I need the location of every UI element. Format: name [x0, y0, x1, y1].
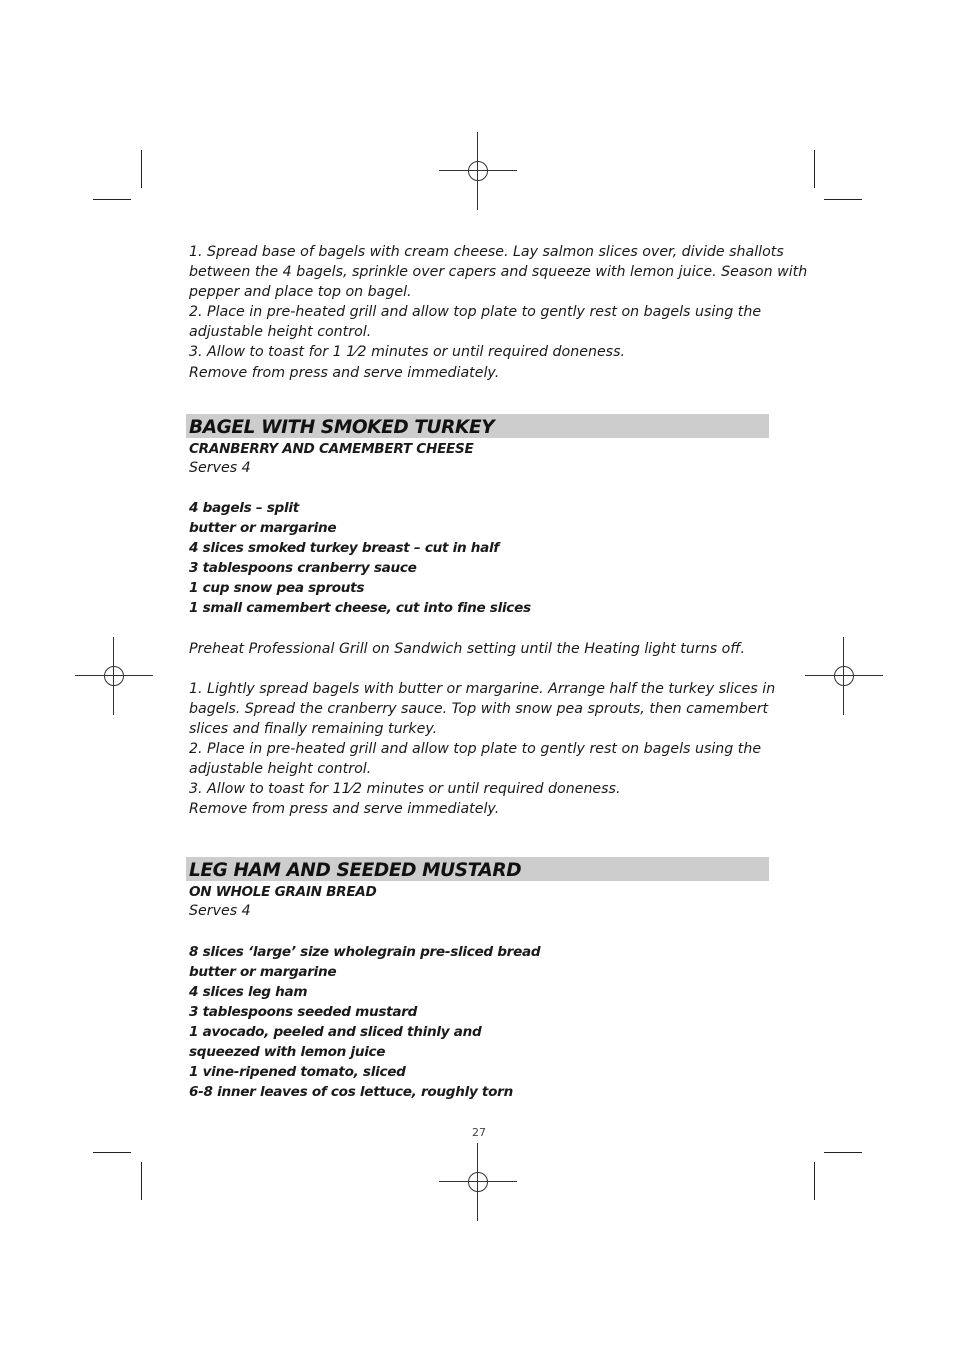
- ingredient-item: butter or margarine: [189, 519, 337, 536]
- method-line: pepper and place top on bagel.: [189, 284, 412, 301]
- crop-mark: [93, 199, 131, 200]
- method-line: slices and finally remaining turkey.: [189, 720, 438, 737]
- preheat-instruction: Preheat Professional Grill on Sandwich setting until the Heating light turns off.: [189, 640, 746, 657]
- recipe-subtitle: CRANBERRY AND CAMEMBERT CHEESE: [189, 440, 474, 457]
- method-line: adjustable height control.: [189, 761, 372, 778]
- ingredient-item: 3 tablespoons seeded mustard: [189, 1003, 418, 1020]
- method-line: 1. Spread base of bagels with cream cheese. Lay salmon slices over, divide shallots: [189, 244, 784, 260]
- method-line: between the 4 bagels, sprinkle over capers and squeeze with lemon juice. Season with: [189, 264, 808, 281]
- ingredient-item: 4 slices leg ham: [189, 983, 308, 1000]
- registration-mark-top: [439, 132, 517, 210]
- recipe-title: BAGEL WITH SMOKED TURKEY: [186, 414, 769, 438]
- ingredients-list: [189, 498, 769, 619]
- method-line: 3. Allow to toast for 11⁄2 minutes or until required doneness.: [189, 781, 621, 798]
- page-number: 27: [472, 1126, 486, 1139]
- method-line: 2. Place in pre-heated grill and allow top plate to gently rest on bagels using the: [189, 304, 762, 321]
- ingredient-item: butter or margarine: [189, 963, 337, 980]
- ingredient-item: 8 slices ‘large’ size wholegrain pre-sliced bread: [189, 943, 541, 960]
- ingredient-item: 1 cup snow pea sprouts: [189, 580, 365, 597]
- ingredient-item: 4 slices smoked turkey breast – cut in half: [189, 540, 500, 557]
- crop-mark: [814, 1162, 815, 1200]
- intro-method: [189, 242, 808, 383]
- ingredient-item: 6-8 inner leaves of cos lettuce, roughly torn: [189, 1084, 513, 1101]
- method-line: adjustable height control.: [189, 324, 372, 341]
- registration-mark-bottom: [439, 1143, 517, 1221]
- method-line: 3. Allow to toast for 1 1⁄2 minutes or until required doneness.: [189, 344, 625, 361]
- crop-mark: [93, 1152, 131, 1153]
- ingredient-item: 4 bagels – split: [189, 499, 299, 516]
- ingredient-item: 3 tablespoons cranberry sauce: [189, 560, 417, 577]
- crop-mark: [141, 1162, 142, 1200]
- ingredient-item: 1 small camembert cheese, cut into fine slices: [189, 600, 531, 617]
- method-line: Remove from press and serve immediately.: [189, 364, 500, 381]
- page-content: [189, 242, 808, 1102]
- ingredient-item: 1 vine-ripened tomato, sliced: [189, 1064, 406, 1081]
- ingredient-item: 1 avocado, peeled and sliced thinly and: [189, 1023, 482, 1040]
- method-line: 2. Place in pre-heated grill and allow top plate to gently rest on bagels using the: [189, 740, 762, 757]
- serves-label: Serves 4: [189, 903, 251, 920]
- recipe-title: LEG HAM AND SEEDED MUSTARD: [186, 857, 769, 881]
- method-line: bagels. Spread the cranberry sauce. Top with snow pea sprouts, then camembert: [189, 700, 769, 717]
- method-line: 1. Lightly spread bagels with butter or margarine. Arrange half the turkey slices in: [189, 680, 776, 697]
- registration-mark-right: [805, 637, 883, 715]
- registration-mark-left: [75, 637, 153, 715]
- recipe-method: [189, 679, 776, 820]
- crop-mark: [814, 150, 815, 188]
- serves-label: Serves 4: [189, 459, 251, 476]
- ingredient-item: squeezed with lemon juice: [189, 1044, 386, 1060]
- crop-mark: [141, 150, 142, 188]
- crop-mark: [824, 199, 862, 200]
- ingredients-list: [189, 942, 769, 1103]
- recipe-subtitle: ON WHOLE GRAIN BREAD: [189, 884, 377, 901]
- method-line: Remove from press and serve immediately.: [189, 801, 500, 818]
- crop-mark: [824, 1152, 862, 1153]
